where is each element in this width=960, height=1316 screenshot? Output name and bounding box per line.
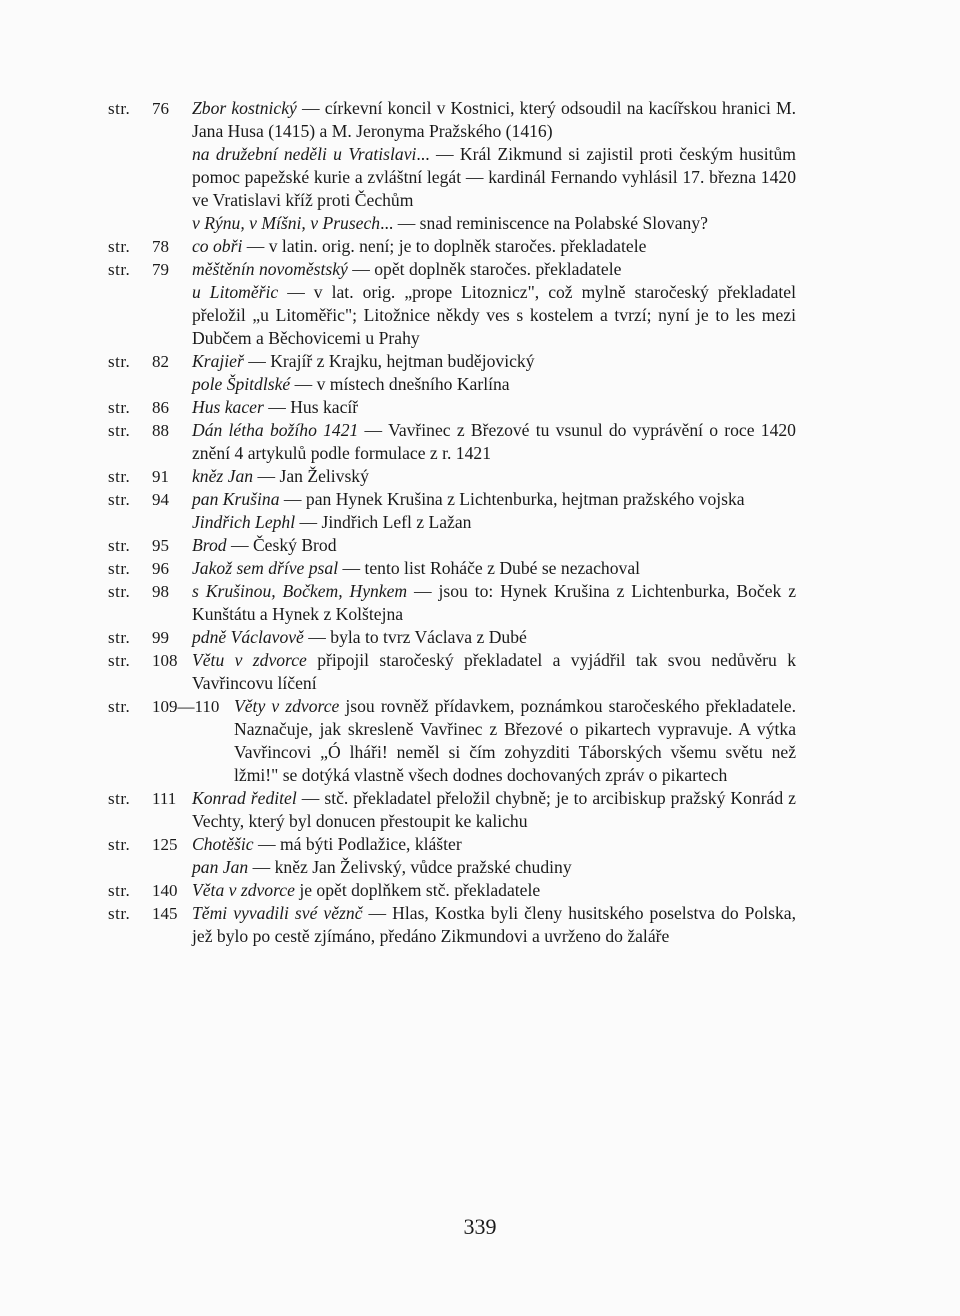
page-reference-number: 125 <box>152 835 178 854</box>
page-reference-label: str. <box>108 421 131 440</box>
lemma: Těmi vyvadili své věznč <box>192 903 363 923</box>
explanation: — v místech dnešního Karlína <box>290 374 510 394</box>
note-paragraph <box>192 419 796 465</box>
note-entry <box>108 396 796 419</box>
page-reference-label: str. <box>108 536 131 555</box>
note-body <box>192 626 796 649</box>
page-reference-number: 140 <box>152 881 178 900</box>
lemma: Jakož sem dříve psal <box>192 558 339 578</box>
page-reference-label: str. <box>108 237 131 256</box>
note-paragraph <box>192 580 796 626</box>
note-paragraph <box>192 856 796 879</box>
note-body <box>192 488 796 534</box>
note-paragraph <box>192 488 796 511</box>
page-reference-number: 86 <box>152 398 169 417</box>
note-body <box>192 902 796 948</box>
lemma: Věta v zdvorce <box>192 880 295 900</box>
note-entry <box>108 833 796 879</box>
lemma: pan Jan <box>192 857 249 877</box>
explanation: — byla to tvrz Václava z Dubé <box>303 627 527 647</box>
note-entry <box>108 580 796 626</box>
note-paragraph <box>192 258 796 281</box>
explanation: — kněz Jan Želivský, vůdce pražské chudiny <box>248 857 572 877</box>
explanation: — Hus kacíř <box>263 397 359 417</box>
explanation: — Jindřich Lefl z Lažan <box>295 512 472 532</box>
explanation: jsou rovněž přídavkem, poznámkou staročeského překladatele. Naznačuje, jak skresleně Vavřinec z Březové o pikartech vypravuje. A výtka Vavřincovi „Ó lháři! neměl si čím zohyzditi Táborských všemu světu než lžmi!" se dotýká vlastně všech dodnes dochovaných zpráv o pikartech <box>234 696 796 785</box>
note-entry <box>108 649 796 695</box>
note-entry <box>108 787 796 833</box>
explanatory-notes <box>108 97 796 948</box>
lemma: Jindřich Lephl <box>192 512 296 532</box>
page-reference-number: 111 <box>152 789 177 808</box>
page-reference-number: 108 <box>152 651 178 670</box>
note-paragraph <box>192 212 796 235</box>
note-paragraph <box>192 97 796 143</box>
explanation: — jsou to: Hynek Krušina z Lichtenburka, Boček z Kunštátu a Hynek z Kolštejna <box>192 581 797 624</box>
lemma: na družební neděli u Vratislavi <box>192 144 417 164</box>
note-entry <box>108 902 796 948</box>
page-reference-number: 95 <box>152 536 169 555</box>
note-body <box>192 350 796 396</box>
note-entry <box>108 235 796 258</box>
lemma: u Litoměřic <box>192 282 279 302</box>
note-paragraph <box>192 787 796 833</box>
page-reference-number: 82 <box>152 352 169 371</box>
lemma: kněz Jan <box>192 466 254 486</box>
note-entry <box>108 626 796 649</box>
page-reference-label: str. <box>108 490 131 509</box>
note-body <box>192 258 796 350</box>
note-entry <box>108 488 796 534</box>
note-paragraph <box>192 143 796 212</box>
explanation: ... — snad reminiscence na Polabské Slovany? <box>380 213 708 233</box>
page-reference-number: 94 <box>152 490 169 509</box>
note-body <box>192 419 796 465</box>
page-reference-label: str. <box>108 651 131 670</box>
page-reference-label: str. <box>108 582 131 601</box>
note-paragraph <box>192 281 796 350</box>
page-reference-label: str. <box>108 628 131 647</box>
lemma: měštěnín novoměstský <box>192 259 348 279</box>
page-reference-label: str. <box>108 467 131 486</box>
lemma: pan Krušina <box>192 489 280 509</box>
note-entry <box>108 350 796 396</box>
explanation: — Hlas, Kostka byli členy husitského poselstva do Polska, jež bylo po cestě zjímáno, předáno Zikmundovi a uvrženo do žaláře <box>192 903 797 946</box>
note-entry <box>108 557 796 580</box>
lemma: Brod <box>192 535 227 555</box>
lemma: Konrad ředitel <box>192 788 297 808</box>
page-reference-label: str. <box>108 904 131 923</box>
page-reference-label: str. <box>108 398 131 417</box>
explanation: ... — Král Zikmund si zajistil proti českým husitům pomoc papežské kurie a zvláštní legát — kardinál Fernando vyhlásil 17. března 1420 ve Vratislavi kříž proti Čechům <box>192 144 796 210</box>
explanation: připojil staročeský překladatel a vyjádřil tak svou nedůvěru k Vavřincovu líčení <box>192 650 796 693</box>
note-paragraph <box>192 833 796 856</box>
note-paragraph <box>192 511 796 534</box>
note-paragraph <box>192 879 796 902</box>
note-entry <box>108 879 796 902</box>
note-body <box>192 787 796 833</box>
note-paragraph <box>192 902 796 948</box>
page-reference-label: str. <box>108 881 131 900</box>
note-body <box>192 97 796 235</box>
note-paragraph <box>192 350 796 373</box>
note-entry <box>108 695 796 787</box>
note-paragraph <box>192 235 796 258</box>
explanation: — v latin. orig. není; je to doplněk staročes. překladatele <box>242 236 647 256</box>
note-paragraph <box>234 695 796 787</box>
page-reference-number: 91 <box>152 467 169 486</box>
explanation: je opět doplňkem stč. překladatele <box>294 880 541 900</box>
explanation: — církevní koncil v Kostnici, který odsoudil na kacířskou hranici M. Jana Husa (1415) a M. Jeronyma Pražského (1416) <box>192 98 797 141</box>
lemma: Dán létha božího 1421 <box>192 420 359 440</box>
explanation: — tento list Roháče z Dubé se nezachoval <box>338 558 641 578</box>
note-paragraph <box>192 534 796 557</box>
page-reference-number: 98 <box>152 582 169 601</box>
page-reference-number: 78 <box>152 237 169 256</box>
note-entry <box>108 97 796 235</box>
page-reference-number: 79 <box>152 260 169 279</box>
explanation: — pan Hynek Krušina z Lichtenburka, hejtman pražského vojska <box>279 489 745 509</box>
note-body <box>192 396 796 419</box>
page-reference-label: str. <box>108 559 131 578</box>
note-paragraph <box>192 465 796 488</box>
note-body <box>192 649 796 695</box>
lemma: pdně Václavově <box>192 627 304 647</box>
explanation: — v lat. orig. „prope Litoznicz", což mylně staročeský překladatel přeložil „u Litoměřic"; Litožnice někdy ves s kostelem a tvrzí; nyní je to les mezi Dubčem a Běchovicemi u Prahy <box>192 282 796 348</box>
explanation: — Krajíř z Krajku, hejtman budějovický <box>243 351 535 371</box>
lemma: co obři <box>192 236 243 256</box>
page-reference-number: 109—110 <box>152 697 220 716</box>
note-entry <box>108 534 796 557</box>
lemma: Věty v zdvorce <box>234 696 340 716</box>
page-reference-label: str. <box>108 352 131 371</box>
page-reference-label: str. <box>108 697 131 716</box>
page-reference-number: 96 <box>152 559 169 578</box>
note-body <box>192 879 796 902</box>
page-reference-label: str. <box>108 99 131 118</box>
note-paragraph <box>192 557 796 580</box>
note-body <box>234 695 796 787</box>
explanation: — Jan Želivský <box>253 466 369 486</box>
note-entry <box>108 465 796 488</box>
note-entry <box>108 419 796 465</box>
note-paragraph <box>192 649 796 695</box>
page-reference-label: str. <box>108 260 131 279</box>
explanation: — má býti Podlažice, klášter <box>253 834 462 854</box>
note-body <box>192 235 796 258</box>
page-reference-number: 99 <box>152 628 169 647</box>
lemma: pole Špitdlské <box>192 374 291 394</box>
lemma: Krajieř <box>192 351 244 371</box>
lemma: Větu v zdvorce <box>192 650 307 670</box>
note-entry <box>108 258 796 350</box>
page-reference-label: str. <box>108 789 131 808</box>
explanation: — Vavřinec z Březové tu vsunul do vyprávění o roce 1420 znění 4 artykulů podle formulace z r. 1421 <box>192 420 796 463</box>
lemma: Chotěšic <box>192 834 254 854</box>
note-paragraph <box>192 396 796 419</box>
lemma: v Rýnu, v Míšni, v Prusech <box>192 213 381 233</box>
page-number: 339 <box>463 1214 497 1239</box>
note-body <box>192 534 796 557</box>
note-paragraph <box>192 626 796 649</box>
note-body <box>192 465 796 488</box>
explanation: — Český Brod <box>226 535 337 555</box>
page-reference-number: 76 <box>152 99 169 118</box>
lemma: s Krušinou, Bočkem, Hynkem <box>192 581 408 601</box>
note-body <box>192 833 796 879</box>
explanation: — opět doplněk staročes. překladatele <box>347 259 622 279</box>
page-reference-label: str. <box>108 835 131 854</box>
lemma: Hus kacer <box>192 397 264 417</box>
note-body <box>192 557 796 580</box>
page-reference-number: 88 <box>152 421 169 440</box>
note-body <box>192 580 796 626</box>
note-paragraph <box>192 373 796 396</box>
lemma: Zbor kostnický <box>192 98 297 118</box>
page-reference-number: 145 <box>152 904 178 923</box>
explanation: — stč. překladatel přeložil chybně; je to arcibiskup pražský Konrád z Vechty, který byl donucen přestoupit ke kalichu <box>192 788 796 831</box>
